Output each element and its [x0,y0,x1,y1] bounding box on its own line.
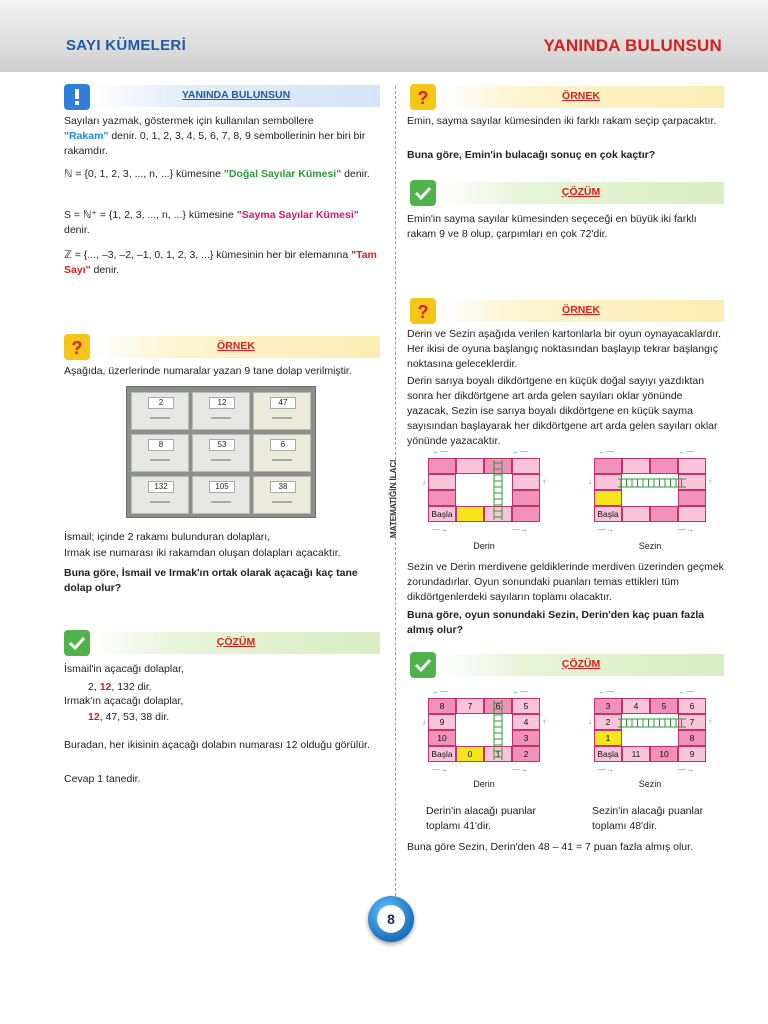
locker-handle [272,501,292,503]
board-cell: 10 [650,746,678,762]
solution-answer: Cevap 1 tanedir. [64,773,141,785]
board-cell [428,490,456,506]
direction-arrow-icon: —→ [678,765,694,774]
info-text: denir. 0, 1, 2, 3, 4, 5, 6, 7, 8, 9 sembollerinin her biri bir rakamdır. [64,129,366,157]
info-text: denir. [90,263,120,276]
locker-handle [150,459,170,461]
info-title: YANINDA BULUNSUN [181,89,291,101]
board-cell [428,474,456,490]
board-cell: 3 [512,730,540,746]
board-cell: 6 [678,698,706,714]
locker-number: 53 [209,439,235,451]
direction-arrow-icon: ↓ [422,717,426,726]
info-icon [64,84,90,110]
board-cell: 8 [428,698,456,714]
page-number-badge [368,896,414,942]
example-bar [438,86,724,108]
example1-text: Emin, sayma sayılar kümesinden iki farklı rakam seçip çarpacaktır. [407,115,717,127]
board-cell [512,490,540,506]
locker [253,434,311,472]
board-cell: 7 [678,714,706,730]
sezin-label: Sezin [638,779,662,789]
start-cell: Başla [594,506,622,522]
board-cell [512,458,540,474]
solution-text: , 132 dir. [111,681,152,693]
direction-arrow-icon: —→ [598,765,614,774]
example1-question: Buna göre, Emin'in bulacağı sonuç en çok kaçtır? [407,149,656,161]
info-text: ℤ = {..., –3, –2, –1, 0, 1, 2, 3, ...} kümesinin her bir elemanına [64,249,352,261]
board-cell: 4 [622,698,650,714]
locker-number: 2 [148,397,174,409]
solution-line-5: Buradan, her ikisinin açacağı dolabın numarası 12 olduğu görülür. [64,739,370,751]
locker [192,434,250,472]
locker [192,392,250,430]
board-cell [512,474,540,490]
board-cell: 10 [428,730,456,746]
locker-number: 12 [209,397,235,409]
locker-number: 132 [148,481,174,493]
locker-handle [211,501,231,503]
direction-arrow-icon: ↓ [588,477,592,486]
direction-arrow-icon: ↑ [708,477,712,486]
check-icon [64,630,90,656]
example-title: ÖRNEK [562,304,600,316]
board-cell: 5 [650,698,678,714]
locker-handle [272,459,292,461]
example-title: ÖRNEK [217,340,255,352]
board-cell: 7 [456,698,484,714]
svg-text:?: ? [417,88,429,108]
board-cell [622,506,650,522]
tam-term: "Tam Sayı" [64,249,377,276]
board-cell: 9 [678,746,706,762]
locker-cabinet [126,386,316,518]
direction-arrow-icon: ←— [512,687,528,696]
direction-arrow-icon: ↑ [708,717,712,726]
example2-p3: Sezin ve Derin merdivene geldiklerinde merdiven üzerinden geçmek zorundadırlar. Oyun sonundaki puanları temas ettikleri tüm dikdörtgenlerdeki sayıların toplamı olacaktır. [407,561,724,603]
info-text: ℕ = {0, 1, 2, 3, ..., n, ...} kümesine [64,168,224,180]
side-brand-label [382,430,402,540]
ladder-icon [492,700,504,764]
info-paragraph-1 [64,114,382,159]
direction-arrow-icon: ←— [432,687,448,696]
chapter-title: SAYI KÜMELERİ [66,37,187,54]
rakam-term: "Rakam" [64,129,109,142]
sezin-board-solution [590,686,710,786]
derin-board-solution [424,686,544,786]
direction-arrow-icon: ←— [598,687,614,696]
solution-bar [92,632,380,654]
svg-text:?: ? [71,338,83,358]
board-cell: 2 [594,714,622,730]
example2-p1: Derin ve Sezin aşağıda verilen kartonlarla bir oyun oynayacaklardır. Her ikisi de oyuna başlangıç noktasından başlayıp tekrar başlangıç noktasına geleceklerdir. [407,328,722,370]
locker-number: 38 [270,481,296,493]
direction-arrow-icon: ←— [678,447,694,456]
board-cell: 9 [428,714,456,730]
info-text: denir. [341,168,370,180]
example-p2: Irmak ise numarası iki rakamdan oluşan dolapları açacaktır. [64,547,341,559]
direction-arrow-icon: ↓ [422,477,426,486]
solution-line-1: İsmail'in açacağı dolaplar, [64,663,184,675]
final-answer: Buna göre Sezin, Derin'den 48 – 41 = 7 puan fazla almış olur. [407,841,693,853]
locker [131,434,189,472]
dogal-term: "Doğal Sayılar Kümesi" [223,168,342,180]
locker [253,476,311,514]
question-icon [410,84,436,110]
locker-number: 6 [270,439,296,451]
board-cell: 8 [678,730,706,746]
locker-handle [150,501,170,503]
solution-title: ÇÖZÜM [561,658,601,670]
solution-bar [438,654,724,676]
board-cell [622,458,650,474]
derin-board-blank [424,446,544,546]
info-text: denir. [64,223,90,236]
board-cell [456,506,484,522]
locker-number: 47 [270,397,296,409]
example-intro: Aşağıda, üzerlerinde numaralar yazan 9 tane dolap verilmiştir. [64,365,352,377]
locker-handle [272,417,292,419]
solution-title: ÇÖZÜM [216,636,256,648]
board-cell [428,458,456,474]
locker-handle [211,459,231,461]
solution-line-4 [88,710,388,725]
locker [131,476,189,514]
locker-number: 8 [148,439,174,451]
direction-arrow-icon: ↑ [542,717,546,726]
section-title: YANINDA BULUNSUN [543,36,722,55]
direction-arrow-icon: ←— [512,447,528,456]
solution-text: , 47, 53, 38 dir. [99,711,170,723]
example2-p2: Derin sarıya boyalı dikdörtgene en küçük doğal sayıyı yazdıktan sonra her dikdörtgene art arda gelen sayıları oklar yönünde yazacak, Sezin ise sarıya boyalı dikdörtgene en küçük sayma sayısından başlayarak her dikdörtgene art arda gelen sayıları oklar yönünde yazacaktır. [407,375,718,447]
sezin-board-blank [590,446,710,546]
example-p1: İsmail; içinde 2 rakamı bulunduran dolapları, [64,531,271,543]
derin-result: Derin'in alacağı puanlar toplamı 41'dir. [426,805,536,832]
highlight-12: 12 [99,681,112,693]
direction-arrow-icon: ←— [678,687,694,696]
board-cell: 4 [512,714,540,730]
direction-arrow-icon: ←— [432,447,448,456]
board-cell: 3 [594,698,622,714]
solution-bar [438,182,724,204]
solution-title: ÇÖZÜM [561,186,601,198]
board-cell: 2 [512,746,540,762]
board-cell [678,506,706,522]
locker [131,392,189,430]
ladder-icon [618,477,686,493]
board-cell: 1 [594,730,622,746]
solution1-text: Emin'in sayma sayılar kümesinden seçeceği en büyük iki farklı rakam 9 ve 8 olup, çarpımları en çok 72'dir. [407,213,697,240]
example-bar [438,300,724,322]
sezin-label: Sezin [638,541,662,551]
example-question: Buna göre, İsmail ve Irmak'ın ortak olarak açacağı kaç tane dolap olur? [64,567,358,594]
direction-arrow-icon: —→ [512,765,528,774]
locker-handle [150,417,170,419]
highlight-12: 12 [88,711,100,723]
solution-text: 2, [88,681,100,693]
direction-arrow-icon: ↑ [542,477,546,486]
info-paragraph-2 [64,167,382,182]
start-cell: Başla [428,506,456,522]
question-icon [64,334,90,360]
sezin-result: Sezin'in alacağı puanlar toplamı 48'dir. [592,805,704,832]
locker-handle [211,417,231,419]
check-icon [410,652,436,678]
derin-label: Derin [473,541,495,551]
board-cell: 5 [512,698,540,714]
example-bar [92,336,380,358]
svg-text:MATEMATİĞİN İLACI: MATEMATİĞİN İLACI [389,459,398,538]
solution-line-3: Irmak'ın açacağı dolaplar, [64,695,184,707]
locker-number: 105 [209,481,235,493]
direction-arrow-icon: ↓ [588,717,592,726]
ladder-icon [618,717,686,733]
question-icon [410,298,436,324]
page-header [0,0,768,72]
board-cell [650,506,678,522]
info-bar [92,85,380,107]
direction-arrow-icon: —→ [598,525,614,534]
direction-arrow-icon: ←— [598,447,614,456]
board-cell [456,458,484,474]
info-paragraph-4 [64,248,382,278]
solution-line-2 [88,680,388,695]
ladder-icon [492,460,504,524]
check-icon [410,180,436,206]
direction-arrow-icon: —→ [432,525,448,534]
start-cell: Başla [428,746,456,762]
locker [253,392,311,430]
info-paragraph-3 [64,208,382,238]
board-cell: 1 [484,746,512,762]
start-cell: Başla [594,746,622,762]
direction-arrow-icon: —→ [432,765,448,774]
board-cell [650,458,678,474]
page-number: 8 [377,905,405,933]
board-cell: 0 [456,746,484,762]
example-title: ÖRNEK [562,90,600,102]
locker [192,476,250,514]
direction-arrow-icon: —→ [512,525,528,534]
board-cell: 11 [622,746,650,762]
info-text: Sayıları yazmak, göstermek için kullanılan sembollere [64,115,314,127]
board-cell [594,458,622,474]
derin-label: Derin [473,779,495,789]
sayma-term: "Sayma Sayılar Kümesi" [236,209,359,221]
direction-arrow-icon: —→ [678,525,694,534]
svg-text:?: ? [417,302,429,322]
example2-question: Buna göre, oyun sonundaki Sezin, Derin'den kaç puan fazla almış olur? [407,609,705,636]
info-text: S = ℕ⁺ = {1, 2, 3, ..., n, ...} kümesine [64,209,237,221]
board-cell [678,458,706,474]
board-cell [512,506,540,522]
board-cell: 6 [484,698,512,714]
